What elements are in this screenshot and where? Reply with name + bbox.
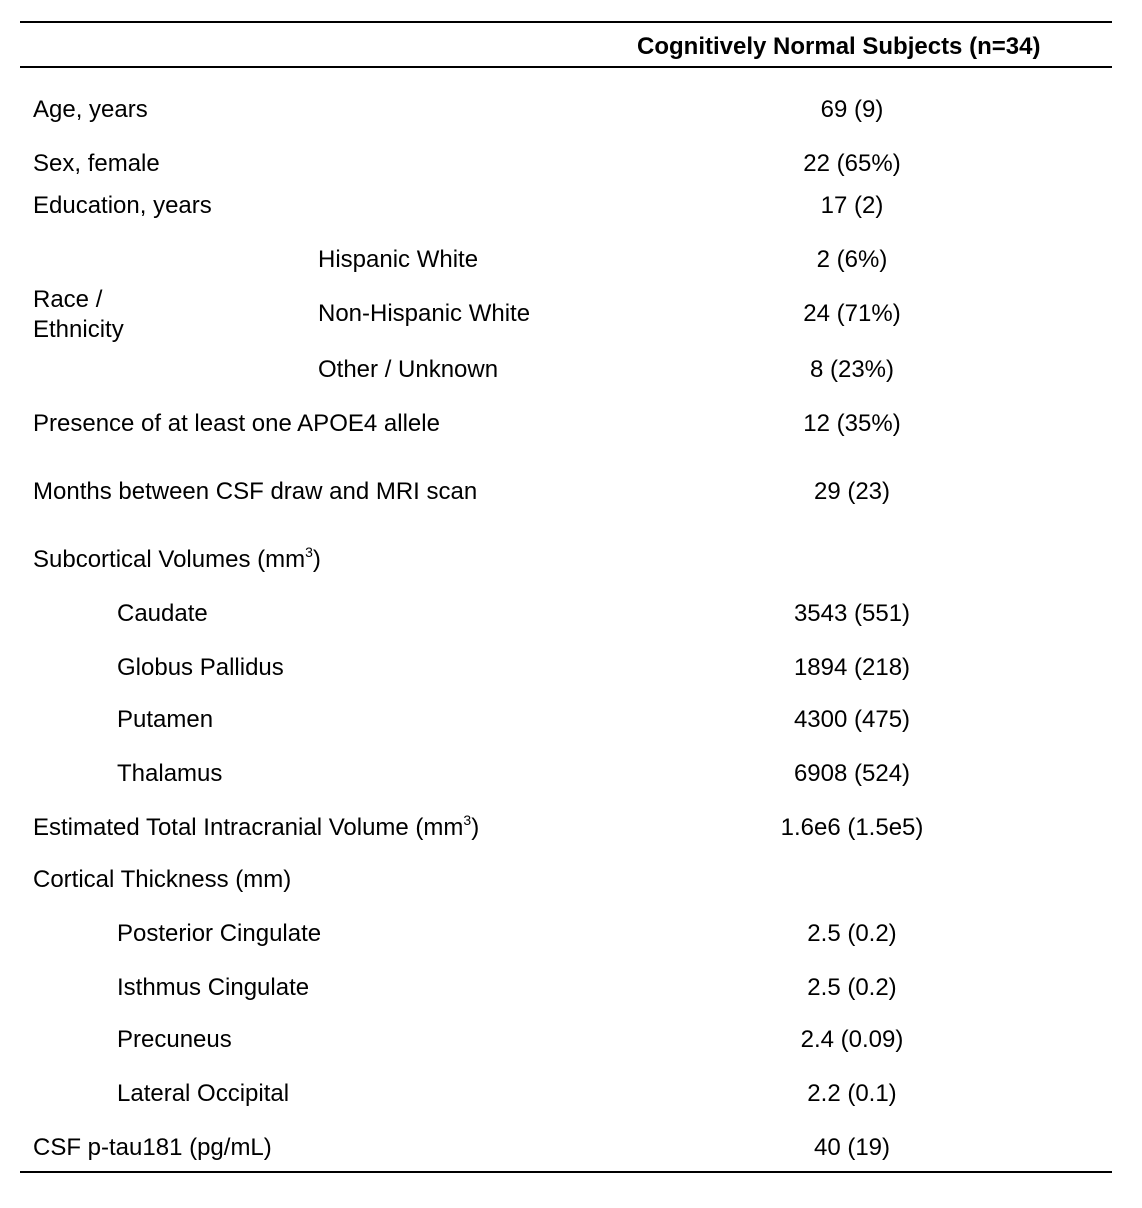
race-sub-value: 8 (23%): [809, 356, 895, 383]
row-label-race-line2: Ethnicity: [33, 316, 124, 343]
superscript: 3: [463, 812, 472, 828]
row-label-months: Months between CSF draw and MRI scan: [33, 478, 478, 505]
subcortical-sub-value: 3543 (551): [793, 600, 911, 627]
subcortical-sub-value: 4300 (475): [793, 706, 911, 733]
column-header: Cognitively Normal Subjects (n=34): [637, 33, 1041, 60]
row-label-apoe4: Presence of at least one APOE4 allele: [33, 410, 440, 437]
row-label-sex: Sex, female: [33, 150, 160, 177]
header-rule: [20, 66, 1112, 68]
cortical-sub-value: 2.5 (0.2): [807, 974, 897, 1001]
row-value-age: 69 (9): [820, 96, 884, 123]
subcortical-sub-value: 6908 (524): [793, 760, 911, 787]
top-rule: [20, 21, 1112, 23]
subcortical-sub-label: Caudate: [117, 600, 208, 627]
cortical-sub-label: Precuneus: [117, 1026, 232, 1053]
cortical-sub-value: 2.4 (0.09): [800, 1026, 904, 1053]
race-sub-value: 2 (6%): [816, 246, 888, 273]
row-label-cortical: Cortical Thickness (mm): [33, 866, 292, 893]
race-sub-value: 24 (71%): [803, 300, 901, 327]
cortical-sub-label: Lateral Occipital: [117, 1080, 290, 1107]
subcortical-sub-label: Globus Pallidus: [117, 654, 284, 681]
superscript: 3: [305, 544, 313, 560]
row-value-ptau: 40 (19): [813, 1134, 891, 1161]
row-label-ptau: CSF p-tau181 (pg/mL): [33, 1134, 272, 1161]
subcortical-sub-label: Putamen: [117, 706, 214, 733]
race-sub-label: Other / Unknown: [318, 356, 499, 383]
cortical-sub-value: 2.2 (0.1): [807, 1080, 897, 1107]
row-value-months: 29 (23): [813, 478, 891, 505]
row-value-etiv: 1.6e6 (1.5e5): [780, 814, 924, 841]
row-value-apoe4: 12 (35%): [803, 410, 901, 437]
subcortical-sub-value: 1894 (218): [793, 654, 911, 681]
row-label-race-line1: Race /: [33, 286, 103, 313]
cortical-sub-label: Isthmus Cingulate: [117, 974, 310, 1001]
cortical-sub-value: 2.5 (0.2): [807, 920, 897, 947]
row-label-etiv: Estimated Total Intracranial Volume $(mm^3)$: [33, 812, 480, 841]
cortical-sub-label: Posterior Cingulate: [117, 920, 322, 947]
row-label-age: Age, years: [33, 96, 148, 123]
race-sub-label: Hispanic White: [318, 246, 479, 273]
bottom-rule: [20, 1171, 1112, 1173]
subcortical-sub-label: Thalamus: [117, 760, 223, 787]
row-label-education: Education, years: [33, 192, 212, 219]
row-label-subcortical: Subcortical Volumes $(mm^3)$: [33, 544, 321, 573]
row-value-education: 17 (2): [820, 192, 884, 219]
row-value-sex: 22 (65%): [803, 150, 901, 177]
race-sub-label: Non-Hispanic White: [318, 300, 531, 327]
